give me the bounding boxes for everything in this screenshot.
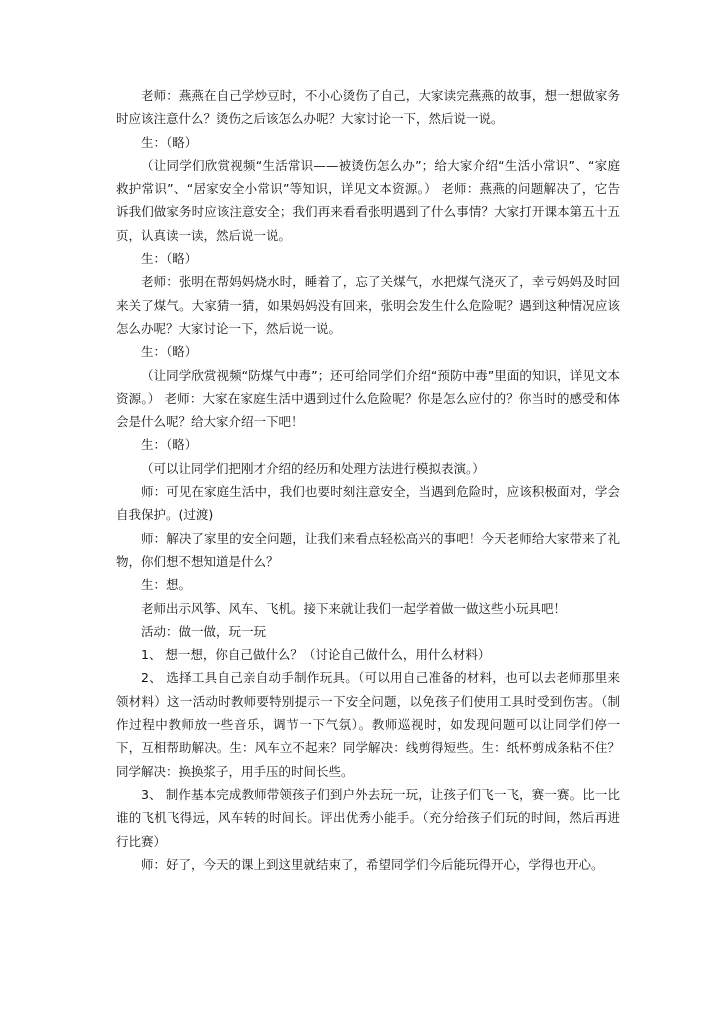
paragraph-teacher-yanyan: 老师：燕燕在自己学炒豆时，不小心烫伤了自己，大家读完燕燕的故事，想一想做家务时应该注意什么？烫伤之后该怎么办呢？大家讨论一下，然后说一说。 bbox=[116, 88, 620, 127]
paragraph-step-1: 1、 想一想，你自己做什么？（讨论自己做什么，用什么材料） bbox=[141, 647, 491, 663]
paragraph-video-gas: （让同学欣赏视频“防煤气中毒”；还可给同学们介绍“预防中毒”里面的知识，详见文本资源。） 老师：大家在家庭生活中遇到过什么危险呢？你是怎么应付的？你当时的感受和体会是什么呢？给大家介绍一下吧！ bbox=[116, 367, 620, 430]
paragraph-teacher-safety: 师：可见在家庭生活中，我们也要时刻注意安全，当遇到危险时，应该积极面对，学会自我保护。(过渡) bbox=[116, 484, 620, 523]
paragraph-role-play: （可以让同学们把刚才介绍的经历和处理方法进行模拟表演。） bbox=[141, 460, 485, 476]
paragraph-student-reply: 生：（略） bbox=[141, 134, 198, 150]
paragraph-step-2: 2、 选择工具自己亲自动手制作玩具。（可以用自己准备的材料，也可以去老师那里来领材料）这一活动时教师要特别提示一下安全问题，以免孩子们使用工具时受到伤害。（制作过程中教师放一些音乐，调节一下气氛）。教师巡视时，如发现问题可以让同学们停一下，互相帮助解决。生：风车立不起来？同学解决：线剪得短些。生：纸杯剪成条粘不住？同学解决：换换浆子，用手压的时间长些。 bbox=[116, 670, 620, 779]
paragraph-video-burn: （让同学们欣赏视频“生活常识——被烫伤怎么办”；给大家介绍“生活小常识”、“家庭救护常识”、“居家安全小常识”等知识，详见文本资源。） 老师：燕燕的问题解决了，它告诉我们做家务时应该注意安全；我们再来看看张明遇到了什么事情？大家打开课本第五十五页，认真读一读，然后说一说。 bbox=[116, 157, 620, 243]
paragraph-teacher-toys: 老师出示风筝、风车、飞机。接下来就让我们一起学着做一做这些小玩具吧！ bbox=[141, 600, 567, 616]
paragraph-step-3: 3、 制作基本完成教师带领孩子们到户外去玩一玩，让孩子们飞一飞，赛一赛。比一比谁的飞机飞得远，风车转的时间长。评出优秀小能手。（充分给孩子们玩的时间，然后再进行比赛） bbox=[116, 786, 620, 849]
paragraph-student-reply: 生：（略） bbox=[141, 437, 198, 453]
paragraph-student-reply: 生：（略） bbox=[141, 344, 198, 360]
paragraph-teacher-zhangming: 老师：张明在帮妈妈烧水时，睡着了，忘了关煤气，水把煤气浇灭了，幸亏妈妈及时回来关了煤气。大家猜一猜，如果妈妈没有回来，张明会发生什么危险呢？遇到这种情况应该怎么办呢？大家讨论一下，然后说一说。 bbox=[116, 274, 620, 336]
paragraph-student-want: 生：想。 bbox=[141, 577, 192, 593]
paragraph-student-reply: 生：（略） bbox=[141, 251, 198, 267]
paragraph-activity-title: 活动：做一做，玩一玩 bbox=[141, 623, 267, 639]
lesson-transcript bbox=[116, 84, 620, 876]
paragraph-teacher-gift: 师：解决了家里的安全问题，让我们来看点轻松高兴的事吧！今天老师给大家带来了礼物，你们想不想知道是什么？ bbox=[116, 530, 620, 569]
paragraph-teacher-closing: 师：好了，今天的课上到这里就结束了，希望同学们今后能玩得开心，学得也开心。 bbox=[141, 856, 604, 872]
